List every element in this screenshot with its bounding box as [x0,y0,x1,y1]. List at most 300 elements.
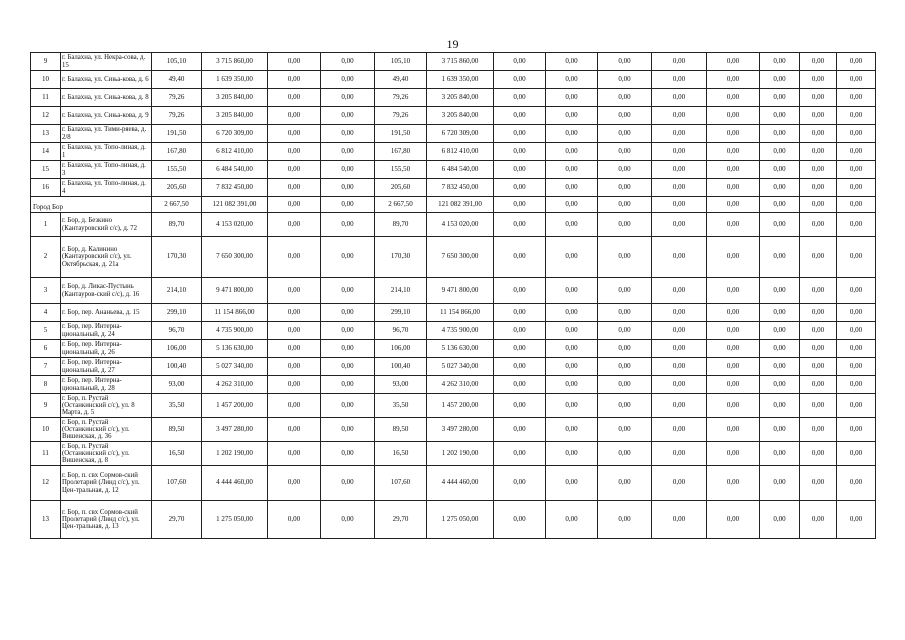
value-cell-5: 214,10 [375,278,427,304]
value-cell-14: 0,00 [837,304,876,322]
value-cell-5: 191,50 [375,125,427,143]
value-cell-13: 0,00 [800,197,837,213]
value-cell-7: 0,00 [494,161,546,179]
value-cell-8: 0,00 [546,340,598,358]
value-cell-12: 0,00 [760,107,800,125]
value-cell-3: 0,00 [268,418,321,442]
value-cell-9: 0,00 [598,501,652,539]
value-cell-12: 0,00 [760,161,800,179]
value-cell-9: 0,00 [598,304,652,322]
value-cell-14: 0,00 [837,278,876,304]
value-cell-2: 3 205 840,00 [202,89,268,107]
value-cell-2: 9 471 800,00 [202,278,268,304]
value-cell-1: 79,26 [152,107,202,125]
value-cell-10: 0,00 [652,358,707,376]
value-cell-4: 0,00 [321,107,375,125]
row-number-cell: 14 [31,143,61,161]
value-cell-6: 7 650 300,00 [427,237,494,278]
value-cell-12: 0,00 [760,466,800,501]
row-number-cell: 7 [31,358,61,376]
value-cell-12: 0,00 [760,237,800,278]
address-cell: г. Бор, п. Рустай (Останкинский с/с), ул. Вишенская, д. 8 [61,442,152,466]
value-cell-1: 106,00 [152,340,202,358]
value-cell-1: 96,70 [152,322,202,340]
value-cell-13: 0,00 [800,442,837,466]
address-cell: г. Бор, д. Безкино (Кантауровский с/с), д. 72 [61,213,152,237]
value-cell-1: 107,60 [152,466,202,501]
value-cell-12: 0,00 [760,89,800,107]
value-cell-5: 170,30 [375,237,427,278]
value-cell-11: 0,00 [707,358,760,376]
value-cell-1: 79,26 [152,89,202,107]
value-cell-7: 0,00 [494,53,546,71]
value-cell-11: 0,00 [707,376,760,394]
value-cell-3: 0,00 [268,237,321,278]
address-cell: г. Бор, пер. Интерна-циональный, д. 27 [61,358,152,376]
value-cell-2: 1 457 200,00 [202,394,268,418]
value-cell-10: 0,00 [652,442,707,466]
value-cell-7: 0,00 [494,376,546,394]
value-cell-6: 7 832 450,00 [427,179,494,197]
value-cell-4: 0,00 [321,89,375,107]
value-cell-1: 89,50 [152,418,202,442]
value-cell-10: 0,00 [652,143,707,161]
value-cell-10: 0,00 [652,237,707,278]
value-cell-11: 0,00 [707,197,760,213]
row-number-cell: 4 [31,304,61,322]
address-cell: г. Бор, пер. Интерна-циональный, д. 26 [61,340,152,358]
value-cell-4: 0,00 [321,237,375,278]
value-cell-13: 0,00 [800,340,837,358]
value-cell-1: 299,10 [152,304,202,322]
value-cell-12: 0,00 [760,278,800,304]
value-cell-6: 9 471 800,00 [427,278,494,304]
value-cell-8: 0,00 [546,322,598,340]
value-cell-7: 0,00 [494,466,546,501]
value-cell-4: 0,00 [321,340,375,358]
value-cell-7: 0,00 [494,237,546,278]
table-row [31,278,876,304]
address-cell: г. Бор, пер. Ананьева, д. 15 [61,304,152,322]
row-number-cell: 11 [31,89,61,107]
value-cell-2: 1 202 190,00 [202,442,268,466]
group-title-cell: Город Бор [31,197,152,213]
value-cell-7: 0,00 [494,197,546,213]
value-cell-13: 0,00 [800,322,837,340]
value-cell-8: 0,00 [546,278,598,304]
value-cell-3: 0,00 [268,89,321,107]
address-cell: г. Балахна, ул. Сиња-кова, д. 8 [61,89,152,107]
value-cell-2: 3 715 860,00 [202,53,268,71]
address-cell: г. Балахна, ул. Сиња-кова, д. 6 [61,71,152,89]
value-cell-8: 0,00 [546,179,598,197]
value-cell-13: 0,00 [800,237,837,278]
value-cell-9: 0,00 [598,394,652,418]
value-cell-6: 1 275 050,00 [427,501,494,539]
value-cell-12: 0,00 [760,125,800,143]
table-body [31,53,876,539]
value-cell-9: 0,00 [598,442,652,466]
value-cell-12: 0,00 [760,340,800,358]
address-cell: г. Бор, п. Рустай (Останкинский с/с), ул. Вишенская, д. 36 [61,418,152,442]
row-number-cell: 13 [31,125,61,143]
value-cell-2: 4 262 310,00 [202,376,268,394]
value-cell-7: 0,00 [494,304,546,322]
value-cell-7: 0,00 [494,442,546,466]
value-cell-12: 0,00 [760,71,800,89]
value-cell-14: 0,00 [837,237,876,278]
value-cell-4: 0,00 [321,278,375,304]
value-cell-1: 49,40 [152,71,202,89]
value-cell-4: 0,00 [321,394,375,418]
row-number-cell: 1 [31,213,61,237]
value-cell-12: 0,00 [760,322,800,340]
row-number-cell: 15 [31,161,61,179]
value-cell-5: 93,00 [375,376,427,394]
value-cell-2: 5 027 340,00 [202,358,268,376]
table-row [31,161,876,179]
value-cell-10: 0,00 [652,376,707,394]
table-row [31,501,876,539]
value-cell-6: 1 202 190,00 [427,442,494,466]
value-cell-5: 16,50 [375,442,427,466]
value-cell-14: 0,00 [837,466,876,501]
value-cell-8: 0,00 [546,442,598,466]
value-cell-3: 0,00 [268,376,321,394]
value-cell-9: 0,00 [598,322,652,340]
table-row [31,125,876,143]
address-cell: г. Балахна, ул. Тими-ряева, д. 2/8 [61,125,152,143]
value-cell-3: 0,00 [268,501,321,539]
value-cell-9: 0,00 [598,213,652,237]
value-cell-9: 0,00 [598,376,652,394]
address-cell: г. Бор, д. Ликас-Пустынь (Кантауров-ский с/с), д. 16 [61,278,152,304]
value-cell-8: 0,00 [546,107,598,125]
value-cell-2: 121 082 391,00 [202,197,268,213]
row-number-cell: 9 [31,53,61,71]
value-cell-11: 0,00 [707,394,760,418]
table-row [31,89,876,107]
value-cell-1: 93,00 [152,376,202,394]
value-cell-6: 4 153 020,00 [427,213,494,237]
value-cell-11: 0,00 [707,340,760,358]
value-cell-3: 0,00 [268,340,321,358]
value-cell-13: 0,00 [800,161,837,179]
value-cell-13: 0,00 [800,418,837,442]
value-cell-6: 6 812 410,00 [427,143,494,161]
value-cell-14: 0,00 [837,322,876,340]
value-cell-2: 11 154 866,00 [202,304,268,322]
value-cell-1: 100,40 [152,358,202,376]
value-cell-8: 0,00 [546,161,598,179]
value-cell-7: 0,00 [494,143,546,161]
value-cell-11: 0,00 [707,107,760,125]
table-row [31,442,876,466]
value-cell-1: 29,70 [152,501,202,539]
value-cell-3: 0,00 [268,179,321,197]
value-cell-6: 3 205 840,00 [427,107,494,125]
value-cell-11: 0,00 [707,304,760,322]
value-cell-3: 0,00 [268,53,321,71]
value-cell-2: 6 720 309,00 [202,125,268,143]
value-cell-3: 0,00 [268,213,321,237]
value-cell-4: 0,00 [321,71,375,89]
value-cell-12: 0,00 [760,358,800,376]
value-cell-9: 0,00 [598,179,652,197]
address-cell: г. Балахна, ул. Топо-линая, д. 4 [61,179,152,197]
value-cell-14: 0,00 [837,418,876,442]
page-number: 19 [446,37,459,51]
value-cell-1: 191,50 [152,125,202,143]
value-cell-1: 2 667,50 [152,197,202,213]
value-cell-10: 0,00 [652,213,707,237]
value-cell-12: 0,00 [760,213,800,237]
value-cell-4: 0,00 [321,442,375,466]
value-cell-7: 0,00 [494,213,546,237]
value-cell-14: 0,00 [837,394,876,418]
value-cell-9: 0,00 [598,161,652,179]
row-number-cell: 10 [31,418,61,442]
value-cell-4: 0,00 [321,466,375,501]
value-cell-6: 3 205 840,00 [427,89,494,107]
value-cell-3: 0,00 [268,394,321,418]
row-number-cell: 13 [31,501,61,539]
table-row [31,358,876,376]
value-cell-6: 6 720 309,00 [427,125,494,143]
value-cell-10: 0,00 [652,107,707,125]
value-cell-9: 0,00 [598,125,652,143]
value-cell-7: 0,00 [494,107,546,125]
row-number-cell: 11 [31,442,61,466]
value-cell-11: 0,00 [707,278,760,304]
value-cell-13: 0,00 [800,213,837,237]
value-cell-2: 1 275 050,00 [202,501,268,539]
value-cell-4: 0,00 [321,358,375,376]
table-row [31,340,876,358]
value-cell-10: 0,00 [652,197,707,213]
value-cell-14: 0,00 [837,501,876,539]
address-cell: г. Бор, пер. Интерна-циональный, д. 28 [61,376,152,394]
address-cell: г. Балахна, ул. Топо-линая, д. 3 [61,161,152,179]
value-cell-5: 79,26 [375,107,427,125]
value-cell-14: 0,00 [837,340,876,358]
value-cell-2: 7 650 300,00 [202,237,268,278]
value-cell-11: 0,00 [707,466,760,501]
value-cell-8: 0,00 [546,304,598,322]
value-cell-11: 0,00 [707,161,760,179]
value-cell-2: 3 205 840,00 [202,107,268,125]
value-cell-9: 0,00 [598,466,652,501]
value-cell-5: 205,60 [375,179,427,197]
value-cell-14: 0,00 [837,358,876,376]
value-cell-2: 5 136 630,00 [202,340,268,358]
table-row [31,213,876,237]
value-cell-13: 0,00 [800,501,837,539]
row-number-cell: 16 [31,179,61,197]
value-cell-3: 0,00 [268,304,321,322]
value-cell-9: 0,00 [598,278,652,304]
value-cell-2: 4 735 900,00 [202,322,268,340]
value-cell-1: 89,70 [152,213,202,237]
table-row [31,179,876,197]
value-cell-5: 89,70 [375,213,427,237]
value-cell-3: 0,00 [268,107,321,125]
value-cell-7: 0,00 [494,340,546,358]
value-cell-5: 29,70 [375,501,427,539]
table-row [31,376,876,394]
value-cell-8: 0,00 [546,89,598,107]
value-cell-12: 0,00 [760,418,800,442]
value-cell-11: 0,00 [707,71,760,89]
value-cell-12: 0,00 [760,143,800,161]
value-cell-14: 0,00 [837,143,876,161]
value-cell-14: 0,00 [837,442,876,466]
table-row [31,53,876,71]
row-number-cell: 12 [31,107,61,125]
value-cell-2: 3 497 280,00 [202,418,268,442]
value-cell-13: 0,00 [800,179,837,197]
value-cell-3: 0,00 [268,358,321,376]
value-cell-5: 105,10 [375,53,427,71]
value-cell-5: 96,70 [375,322,427,340]
value-cell-9: 0,00 [598,237,652,278]
value-cell-2: 6 484 540,00 [202,161,268,179]
value-cell-12: 0,00 [760,394,800,418]
value-cell-1: 214,10 [152,278,202,304]
value-cell-10: 0,00 [652,394,707,418]
value-cell-13: 0,00 [800,71,837,89]
value-cell-13: 0,00 [800,53,837,71]
value-cell-11: 0,00 [707,53,760,71]
value-cell-4: 0,00 [321,322,375,340]
value-cell-10: 0,00 [652,304,707,322]
row-number-cell: 9 [31,394,61,418]
value-cell-6: 4 262 310,00 [427,376,494,394]
table-row [31,466,876,501]
address-cell: г. Балахна, ул. Топо-линая, д. 1 [61,143,152,161]
value-cell-11: 0,00 [707,213,760,237]
value-cell-13: 0,00 [800,278,837,304]
value-cell-10: 0,00 [652,161,707,179]
table-row [31,304,876,322]
value-cell-10: 0,00 [652,501,707,539]
value-cell-4: 0,00 [321,197,375,213]
address-cell: г. Балахна, ул. Сиња-кова, д. 9 [61,107,152,125]
value-cell-2: 1 639 350,00 [202,71,268,89]
value-cell-8: 0,00 [546,125,598,143]
value-cell-5: 106,00 [375,340,427,358]
value-cell-9: 0,00 [598,197,652,213]
value-cell-6: 5 027 340,00 [427,358,494,376]
value-cell-10: 0,00 [652,53,707,71]
housing-program-table [30,52,876,539]
value-cell-5: 107,60 [375,466,427,501]
address-cell: г. Бор, п. Рустай (Останкинский с/с), ул. 8 Марта, д. 5 [61,394,152,418]
row-number-cell: 2 [31,237,61,278]
value-cell-5: 2 667,50 [375,197,427,213]
value-cell-8: 0,00 [546,466,598,501]
value-cell-8: 0,00 [546,213,598,237]
value-cell-6: 1 457 200,00 [427,394,494,418]
value-cell-11: 0,00 [707,237,760,278]
value-cell-4: 0,00 [321,125,375,143]
value-cell-9: 0,00 [598,358,652,376]
value-cell-13: 0,00 [800,466,837,501]
value-cell-11: 0,00 [707,442,760,466]
value-cell-8: 0,00 [546,376,598,394]
value-cell-10: 0,00 [652,340,707,358]
value-cell-7: 0,00 [494,278,546,304]
value-cell-6: 11 154 866,00 [427,304,494,322]
value-cell-7: 0,00 [494,394,546,418]
value-cell-2: 7 832 450,00 [202,179,268,197]
value-cell-2: 6 812 410,00 [202,143,268,161]
table-row [31,107,876,125]
value-cell-8: 0,00 [546,143,598,161]
value-cell-13: 0,00 [800,394,837,418]
value-cell-12: 0,00 [760,179,800,197]
address-cell: г. Бор, пер. Интерна-циональный, д. 24 [61,322,152,340]
value-cell-11: 0,00 [707,418,760,442]
row-number-cell: 3 [31,278,61,304]
row-number-cell: 10 [31,71,61,89]
value-cell-5: 89,50 [375,418,427,442]
value-cell-1: 105,10 [152,53,202,71]
value-cell-11: 0,00 [707,89,760,107]
value-cell-13: 0,00 [800,125,837,143]
value-cell-10: 0,00 [652,322,707,340]
value-cell-7: 0,00 [494,89,546,107]
value-cell-8: 0,00 [546,71,598,89]
value-cell-13: 0,00 [800,143,837,161]
value-cell-6: 5 136 630,00 [427,340,494,358]
value-cell-2: 4 444 460,00 [202,466,268,501]
table-row [31,322,876,340]
value-cell-5: 167,80 [375,143,427,161]
value-cell-3: 0,00 [268,143,321,161]
value-cell-8: 0,00 [546,197,598,213]
value-cell-1: 205,60 [152,179,202,197]
value-cell-9: 0,00 [598,418,652,442]
value-cell-10: 0,00 [652,466,707,501]
address-cell: г. Бор, п. свх Сормов-ский Пролетарий (Линд с/с), ул. Цен-тральная, д. 13 [61,501,152,539]
value-cell-8: 0,00 [546,501,598,539]
value-cell-11: 0,00 [707,179,760,197]
value-cell-12: 0,00 [760,304,800,322]
value-cell-3: 0,00 [268,125,321,143]
value-cell-1: 155,50 [152,161,202,179]
row-number-cell: 12 [31,466,61,501]
value-cell-7: 0,00 [494,358,546,376]
table-row [31,143,876,161]
value-cell-5: 79,26 [375,89,427,107]
value-cell-2: 4 153 020,00 [202,213,268,237]
value-cell-14: 0,00 [837,179,876,197]
value-cell-9: 0,00 [598,107,652,125]
value-cell-14: 0,00 [837,213,876,237]
value-cell-4: 0,00 [321,376,375,394]
value-cell-13: 0,00 [800,304,837,322]
value-cell-6: 3 715 860,00 [427,53,494,71]
address-cell: г. Бор, д. Калинино (Кантауровский с/с), ул. Октябрьская, д. 21а [61,237,152,278]
value-cell-11: 0,00 [707,501,760,539]
value-cell-8: 0,00 [546,358,598,376]
value-cell-4: 0,00 [321,143,375,161]
value-cell-6: 4 444 460,00 [427,466,494,501]
value-cell-8: 0,00 [546,237,598,278]
value-cell-9: 0,00 [598,143,652,161]
value-cell-14: 0,00 [837,125,876,143]
